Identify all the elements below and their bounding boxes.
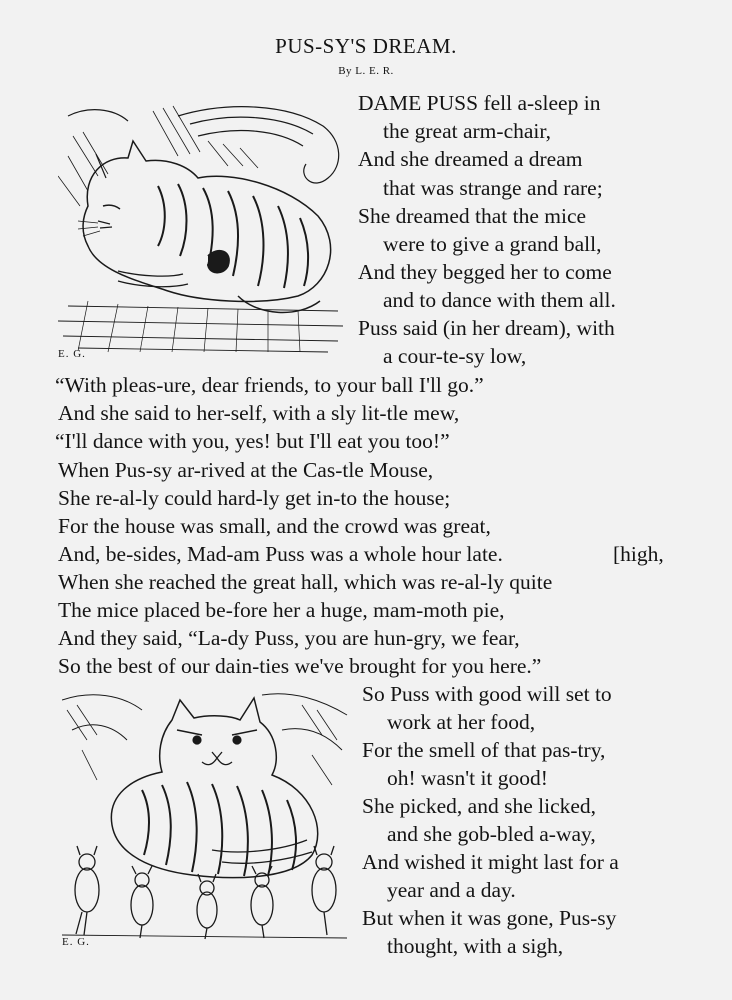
poem-title: PUS-SY'S DREAM. [275,34,457,58]
cat-with-mice-illustration [62,690,352,940]
poem-line: She picked, and she licked, [362,794,597,818]
poem-line: When Pus-sy ar-rived at the Cas-tle Mouse, [58,458,434,482]
poem-line: So Puss with good will set to [362,682,612,706]
cat-with-mice-drawing [62,690,352,940]
poem-line: And, be-sides, Mad-am Puss was a whole hour late. [58,542,503,566]
poem-line: DAME PUSS fell a-sleep in [358,91,601,115]
poem-byline: By L. E. R. [338,65,394,77]
poem-line: oh! wasn't it good! [387,766,548,790]
poem-line: Puss said (in her dream), with [358,316,615,340]
poem-line: and to dance with them all. [383,288,616,312]
poem-line: were to give a grand ball, [383,232,602,256]
poem-line: For the house was small, and the crowd was great, [58,514,491,538]
poem-line: For the smell of that pas-try, [362,738,606,762]
poem-line: She re-al-ly could hard-ly get in-to the house; [58,486,451,510]
poem-line: And they said, “La-dy Puss, you are hun-gry, we fear, [58,626,520,650]
poem-overflow-word: [high, [613,542,664,566]
poem-line: So the best of our dain-ties we've brought for you here.” [58,654,542,678]
poem-line: work at her food, [387,710,536,734]
poem-line: The mice placed be-fore her a huge, mam-moth pie, [58,598,505,622]
illustration-signature-bottom: E. G. [62,936,90,948]
sleeping-cat-illustration [58,96,348,356]
sleeping-cat-drawing [58,96,348,356]
poem-line: “With pleas-ure, dear friends, to your ball I'll go.” [55,373,484,397]
poem-line: And they begged her to come [358,260,612,284]
illustration-signature-top: E. G. [58,348,86,360]
poem-line: and she gob-bled a-way, [387,822,596,846]
poem-line: And wished it might last for a [362,850,619,874]
poem-line: She dreamed that the mice [358,204,587,228]
poem-line: “I'll dance with you, yes! but I'll eat you too!” [55,429,450,453]
poem-line: And she dreamed a dream [358,147,583,171]
poem-line: year and a day. [387,878,516,902]
poem-line: But when it was gone, Pus-sy [362,906,617,930]
poem-line: thought, with a sigh, [387,934,564,958]
poem-line: the great arm-chair, [383,119,552,143]
poem-line: And she said to her-self, with a sly lit-tle mew, [58,401,460,425]
poem-line: that was strange and rare; [383,176,603,200]
poem-line: a cour-te-sy low, [383,344,527,368]
poem-line: When she reached the great hall, which was re-al-ly quite [58,570,553,594]
